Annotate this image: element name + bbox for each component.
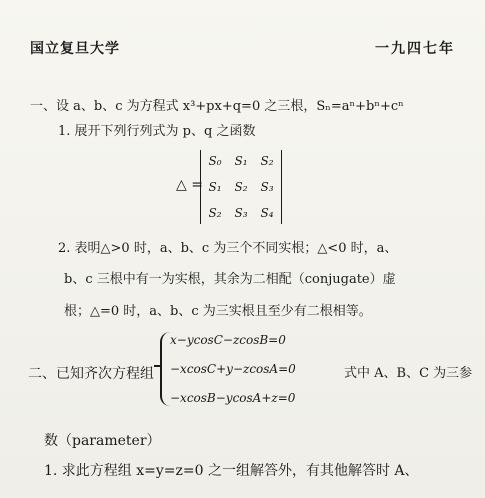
page-header [30, 38, 455, 60]
problem-2-continuation: 数（parameter） [44, 433, 161, 449]
problem-1-part-2-line-2: b、c 三根中有一为实根，其余为二相配（conjugate）虚 [64, 272, 396, 287]
det-cell: S₂ [208, 206, 222, 220]
det-cell: S₃ [260, 180, 274, 194]
equation-3: −xcosB−ycosA+z=0 [170, 391, 296, 405]
problem-1-part-1: 1. 展开下列行列式为 p、q 之函数 [58, 124, 256, 139]
equation-2: −xcosC+y−zcosA=0 [170, 362, 296, 376]
det-cell: S₂ [260, 154, 274, 168]
school-name: 国立复旦大学 [30, 41, 120, 57]
det-cell: S₄ [260, 206, 274, 220]
problem-1-statement: 一、设 a、b、c 为方程式 x³+px+q=0 之三根，Sₙ=aⁿ+bⁿ+cⁿ [30, 99, 404, 114]
equation-brace [160, 332, 170, 406]
det-cell: S₀ [208, 154, 222, 168]
equation-2-note: 式中 A、B、C 为三参 [344, 366, 473, 381]
problem-2-intro: 二、已知齐次方程组 [28, 366, 154, 382]
det-cell: S₃ [234, 206, 248, 220]
determinant-label: △ = [176, 177, 203, 193]
det-cell: S₁ [208, 180, 222, 194]
determinant-matrix [200, 150, 282, 224]
exam-year: 一九四七年 [375, 41, 455, 57]
problem-1-part-2-line-3: 根；△=0 时，a、b、c 为三实根且至少有二根相等。 [64, 304, 372, 319]
equation-brace-tip [154, 365, 161, 367]
equation-1: x−ycosC−zcosB=0 [170, 333, 286, 347]
problem-1-part-2-line-1: 2. 表明△>0 时，a、b、c 为三个不同实根；△<0 时，a、 [58, 241, 398, 256]
det-cell: S₂ [234, 180, 248, 194]
problem-2-part-1: 1. 求此方程组 x=y=z=0 之一组解答外，有其他解答时 A、 [44, 463, 419, 479]
det-cell: S₁ [234, 154, 248, 168]
